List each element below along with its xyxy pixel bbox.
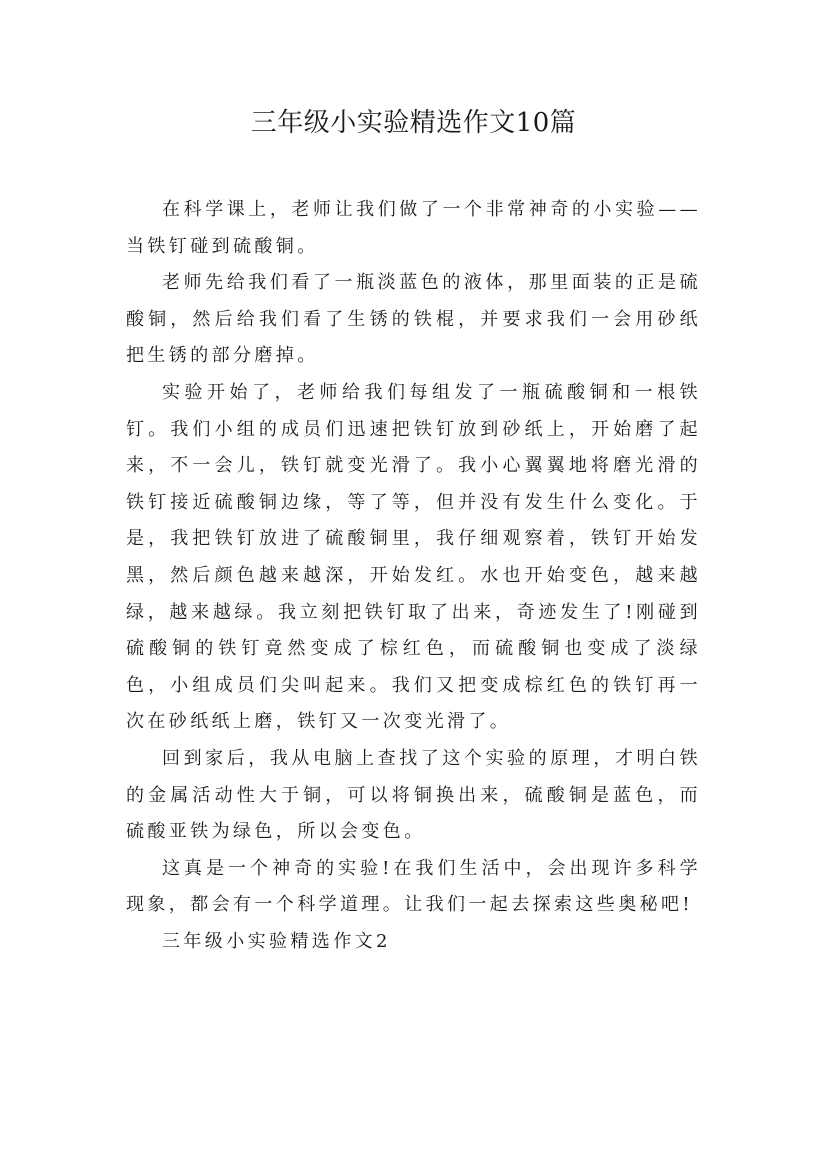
paragraph-2: 老师先给我们看了一瓶淡蓝色的液体，那里面装的正是硫酸铜，然后给我们看了生锈的铁棍，并要求我们一会用砂纸把生锈的部分磨掉。: [126, 272, 701, 367]
document-body: [126, 192, 701, 960]
paragraph-5: 这真是一个神奇的实验!在我们生活中，会出现许多科学现象，都会有一个科学道理。让我们一起去探索这些奥秘吧!: [126, 857, 701, 916]
paragraph-3: 实验开始了，老师给我们每组发了一瓶硫酸铜和一根铁钉。我们小组的成员们迅速把铁钉放到砂纸上，开始磨了起来，不一会儿，铁钉就变光滑了。我小心翼翼地将磨光滑的铁钉接近硫酸铜边缘，等了等，但并没有发生什么变化。于是，我把铁钉放进了硫酸铜里，我仔细观察着，铁钉开始发黑，然后颜色越来越深，开始发红。水也开始变色，越来越绿，越来越绿。我立刻把铁钉取了出来，奇迹发生了!刚碰到硫酸铜的铁钉竟然变成了棕红色，而硫酸铜也变成了淡绿色，小组成员们尖叫起来。我们又把变成棕红色的铁钉再一次在砂纸纸上磨，铁钉又一次变光滑了。: [126, 381, 701, 733]
section-heading-2: 三年级小实验精选作文2: [162, 930, 391, 952]
paragraph-4: 回到家后，我从电脑上查找了这个实验的原理，才明白铁的金属活动性大于铜，可以将铜换出来，硫酸铜是蓝色，而硫酸亚铁为绿色，所以会变色。: [126, 747, 701, 843]
paragraph-1: 在科学课上，老师让我们做了一个非常神奇的小实验——当铁钉碰到硫酸铜。: [126, 199, 701, 257]
document-title: 三年级小实验精选作文10篇: [250, 108, 577, 138]
